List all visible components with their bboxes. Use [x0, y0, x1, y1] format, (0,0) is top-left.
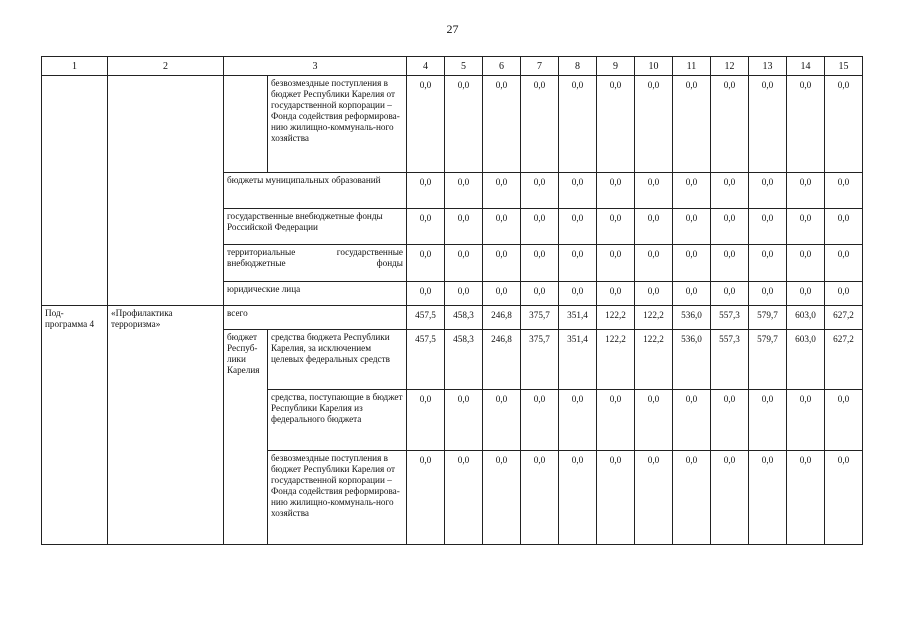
value-cell: 0,0	[407, 245, 445, 282]
value-cell: 0,0	[559, 451, 597, 545]
value-cell: 0,0	[407, 209, 445, 245]
value-cell: 0,0	[749, 76, 787, 173]
value-cell: 0,0	[825, 173, 863, 209]
header-cell: 8	[559, 57, 597, 76]
header-cell: 1	[42, 57, 108, 76]
value-cell: 0,0	[521, 451, 559, 545]
header-cell: 9	[597, 57, 635, 76]
value-cell: 122,2	[597, 306, 635, 330]
source-label: государственные внебюджетные фонды Российской Федерации	[224, 209, 407, 245]
value-cell: 246,8	[483, 330, 521, 390]
value-cell: 0,0	[597, 173, 635, 209]
value-cell: 0,0	[559, 390, 597, 451]
value-cell: 0,0	[483, 451, 521, 545]
value-cell: 0,0	[825, 76, 863, 173]
value-cell: 0,0	[635, 282, 673, 306]
source-label: юридические лица	[224, 282, 407, 306]
value-cell: 536,0	[673, 306, 711, 330]
value-cell: 0,0	[787, 282, 825, 306]
header-cell: 10	[635, 57, 673, 76]
value-cell: 0,0	[711, 209, 749, 245]
value-cell: 0,0	[407, 76, 445, 173]
value-cell: 0,0	[483, 209, 521, 245]
program-code: Под-программа 4	[42, 306, 108, 545]
value-cell: 0,0	[749, 209, 787, 245]
value-cell: 0,0	[825, 390, 863, 451]
value-cell: 351,4	[559, 330, 597, 390]
value-cell: 0,0	[407, 282, 445, 306]
value-cell: 0,0	[483, 173, 521, 209]
value-cell: 458,3	[445, 330, 483, 390]
value-cell: 0,0	[445, 390, 483, 451]
value-cell: 0,0	[445, 245, 483, 282]
value-cell: 0,0	[635, 245, 673, 282]
value-cell: 457,5	[407, 306, 445, 330]
value-cell: 0,0	[787, 76, 825, 173]
value-cell: 0,0	[521, 390, 559, 451]
value-cell: 0,0	[559, 209, 597, 245]
value-cell: 0,0	[673, 209, 711, 245]
value-cell: 0,0	[597, 209, 635, 245]
value-cell: 0,0	[483, 390, 521, 451]
value-cell: 0,0	[787, 245, 825, 282]
header-cell: 4	[407, 57, 445, 76]
value-cell: 0,0	[825, 245, 863, 282]
value-cell: 246,8	[483, 306, 521, 330]
value-cell: 0,0	[445, 282, 483, 306]
value-cell: 0,0	[635, 451, 673, 545]
source-label: бюджеты муниципальных образований	[224, 173, 407, 209]
value-cell: 122,2	[635, 330, 673, 390]
value-cell: 0,0	[711, 245, 749, 282]
value-cell: 0,0	[483, 282, 521, 306]
value-cell: 0,0	[635, 76, 673, 173]
value-cell: 0,0	[635, 209, 673, 245]
value-cell: 0,0	[673, 390, 711, 451]
value-cell: 0,0	[673, 76, 711, 173]
header-cell: 6	[483, 57, 521, 76]
value-cell: 557,3	[711, 306, 749, 330]
header-row	[42, 57, 863, 76]
source-label: средства, поступающие в бюджет Республики Карелия из федерального бюджета	[268, 390, 407, 451]
value-cell: 0,0	[597, 76, 635, 173]
empty-cell	[42, 76, 108, 306]
value-cell: 0,0	[559, 245, 597, 282]
value-cell: 0,0	[749, 282, 787, 306]
table-row-total	[42, 306, 863, 330]
value-cell: 0,0	[597, 451, 635, 545]
value-cell: 0,0	[711, 390, 749, 451]
value-cell: 0,0	[559, 173, 597, 209]
value-cell: 557,3	[711, 330, 749, 390]
value-cell: 0,0	[749, 173, 787, 209]
empty-cell	[224, 76, 268, 173]
value-cell: 0,0	[825, 451, 863, 545]
value-cell: 375,7	[521, 306, 559, 330]
header-cell: 5	[445, 57, 483, 76]
value-cell: 0,0	[597, 282, 635, 306]
value-cell: 579,7	[749, 330, 787, 390]
value-cell: 627,2	[825, 330, 863, 390]
value-cell: 122,2	[597, 330, 635, 390]
value-cell: 0,0	[711, 451, 749, 545]
value-cell: 0,0	[711, 173, 749, 209]
value-cell: 0,0	[711, 76, 749, 173]
value-cell: 579,7	[749, 306, 787, 330]
value-cell: 458,3	[445, 306, 483, 330]
value-cell: 0,0	[559, 76, 597, 173]
value-cell: 0,0	[407, 451, 445, 545]
header-cell: 3	[224, 57, 407, 76]
value-cell: 0,0	[407, 173, 445, 209]
value-cell: 0,0	[787, 209, 825, 245]
value-cell: 0,0	[825, 209, 863, 245]
header-cell: 7	[521, 57, 559, 76]
header-cell: 11	[673, 57, 711, 76]
source-label: средства бюджета Республики Карелия, за исключением целевых федеральных средств	[268, 330, 407, 390]
budget-table	[41, 56, 863, 545]
value-cell: 603,0	[787, 330, 825, 390]
value-cell: 0,0	[597, 390, 635, 451]
source-label: территориальные государственные внебюджетные фонды	[224, 245, 407, 282]
value-cell: 0,0	[787, 173, 825, 209]
value-cell: 0,0	[445, 451, 483, 545]
value-cell: 375,7	[521, 330, 559, 390]
header-cell: 12	[711, 57, 749, 76]
value-cell: 0,0	[635, 390, 673, 451]
value-cell: 0,0	[521, 245, 559, 282]
value-cell: 0,0	[521, 76, 559, 173]
value-cell: 0,0	[673, 173, 711, 209]
value-cell: 0,0	[787, 451, 825, 545]
value-cell: 0,0	[825, 282, 863, 306]
table-row	[42, 76, 863, 173]
value-cell: 0,0	[749, 245, 787, 282]
value-cell: 536,0	[673, 330, 711, 390]
empty-cell	[108, 76, 224, 306]
header-cell: 2	[108, 57, 224, 76]
value-cell: 0,0	[559, 282, 597, 306]
value-cell: 0,0	[787, 390, 825, 451]
page-number: 27	[446, 22, 459, 36]
header-cell: 14	[787, 57, 825, 76]
value-cell: 0,0	[445, 173, 483, 209]
budget-label: бюджет Респуб-лики Карелия	[224, 330, 268, 545]
value-cell: 0,0	[521, 173, 559, 209]
value-cell: 0,0	[521, 209, 559, 245]
value-cell: 0,0	[521, 282, 559, 306]
value-cell: 0,0	[445, 209, 483, 245]
source-label: безвозмездные поступления в бюджет Республики Карелия от государственной корпорации – Фонда содействия реформирова-нию жилищно-коммуналь-ного хозяйства	[268, 76, 407, 173]
value-cell: 0,0	[673, 451, 711, 545]
value-cell: 457,5	[407, 330, 445, 390]
value-cell: 0,0	[673, 245, 711, 282]
value-cell: 0,0	[711, 282, 749, 306]
header-cell: 13	[749, 57, 787, 76]
value-cell: 0,0	[445, 76, 483, 173]
value-cell: 0,0	[635, 173, 673, 209]
value-cell: 603,0	[787, 306, 825, 330]
value-cell: 351,4	[559, 306, 597, 330]
value-cell: 0,0	[483, 76, 521, 173]
source-label: безвозмездные поступления в бюджет Республики Карелия от государственной корпорации – Фонда содействия реформирова-нию жилищно-коммуналь-ного хозяйства	[268, 451, 407, 545]
value-cell: 627,2	[825, 306, 863, 330]
value-cell: 0,0	[673, 282, 711, 306]
value-cell: 122,2	[635, 306, 673, 330]
header-cell: 15	[825, 57, 863, 76]
value-cell: 0,0	[597, 245, 635, 282]
program-name: «Профилактика терроризма»	[108, 306, 224, 545]
value-cell: 0,0	[407, 390, 445, 451]
value-cell: 0,0	[749, 451, 787, 545]
total-label: всего	[224, 306, 407, 330]
value-cell: 0,0	[483, 245, 521, 282]
value-cell: 0,0	[749, 390, 787, 451]
